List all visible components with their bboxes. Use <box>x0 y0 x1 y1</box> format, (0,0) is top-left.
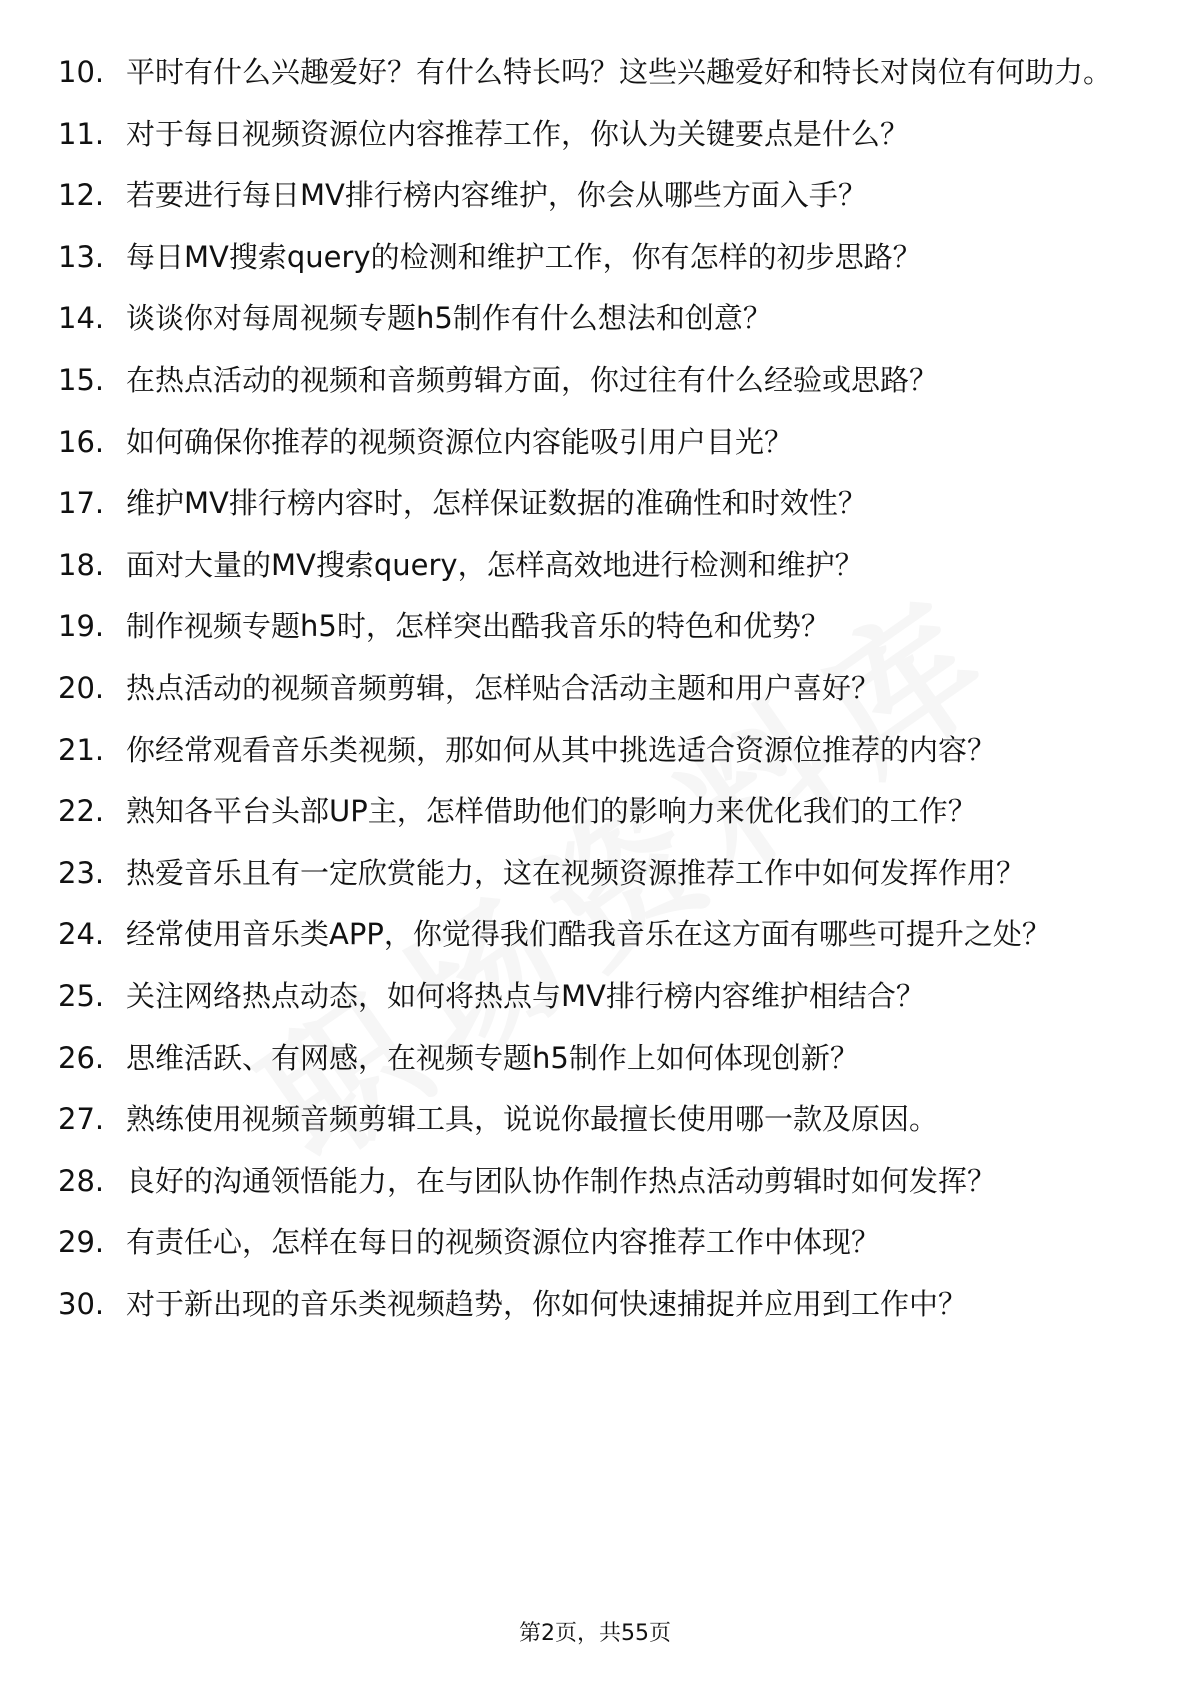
question-number: 10. <box>58 55 105 89</box>
question-item <box>58 1223 1118 1261</box>
question-number: 16. <box>58 424 105 459</box>
question-item <box>58 854 1118 892</box>
question-item <box>58 115 1118 153</box>
question-item <box>58 423 1118 461</box>
question-text: 良好的沟通领悟能力，在与团队协作制作热点活动剪辑时如何发挥？ <box>126 1163 997 1198</box>
question-item <box>58 53 1118 91</box>
question-item <box>58 607 1118 645</box>
question-item <box>58 299 1118 337</box>
question-text: 对于新出现的音乐类视频趋势，你如何快速捕捉并应用到工作中？ <box>126 1286 968 1321</box>
question-number: 17. <box>58 486 105 521</box>
question-text: 经常使用音乐类APP，你觉得我们酷我音乐在这方面有哪些可提升之处？ <box>126 917 1051 952</box>
question-text: 若要进行每日MV排行榜内容维护，你会从哪些方面入手？ <box>126 178 867 213</box>
question-number: 27. <box>58 1102 105 1137</box>
question-text: 对于每日视频资源位内容推荐工作，你认为关键要点是什么？ <box>126 116 910 151</box>
question-item <box>58 1039 1118 1077</box>
question-item <box>58 792 1118 830</box>
question-item <box>58 1285 1118 1323</box>
question-text: 热点活动的视频音频剪辑，怎样贴合活动主题和用户喜好？ <box>126 670 881 705</box>
question-text: 平时有什么兴趣爱好？有什么特长吗？这些兴趣爱好和特长对岗位有何助力。 <box>126 55 1113 89</box>
question-text: 热爱音乐且有一定欣赏能力，这在视频资源推荐工作中如何发挥作用？ <box>126 855 1026 890</box>
question-number: 11. <box>58 116 105 151</box>
question-text: 熟练使用视频音频剪辑工具，说说你最擅长使用哪一款及原因。 <box>126 1102 939 1137</box>
page-footer: 第2页，共55页 <box>519 1621 671 1646</box>
question-item <box>58 361 1118 399</box>
question-text: 制作视频专题h5时，怎样突出酷我音乐的特色和优势？ <box>126 609 830 644</box>
question-item <box>58 1100 1118 1138</box>
question-item <box>58 731 1118 769</box>
question-text: 每日MV搜索query的检测和维护工作，你有怎样的初步思路？ <box>126 239 922 274</box>
question-number: 25. <box>58 978 105 1013</box>
question-number: 24. <box>58 917 105 952</box>
question-text: 如何确保你推荐的视频资源位内容能吸引用户目光？ <box>126 424 794 459</box>
question-number: 22. <box>58 794 105 829</box>
question-number: 13. <box>58 239 105 274</box>
question-item <box>58 176 1118 214</box>
question-text: 关注网络热点动态，如何将热点与MV排行榜内容维护相结合？ <box>126 978 925 1013</box>
question-item <box>58 238 1118 276</box>
question-number: 29. <box>58 1225 105 1260</box>
question-number: 14. <box>58 301 105 336</box>
question-text: 在热点活动的视频和音频剪辑方面，你过往有什么经验或思路？ <box>126 362 939 397</box>
question-text: 有责任心，怎样在每日的视频资源位内容推荐工作中体现？ <box>126 1225 881 1260</box>
question-text: 维护MV排行榜内容时，怎样保证数据的准确性和时效性？ <box>126 486 867 521</box>
question-text: 谈谈你对每周视频专题h5制作有什么想法和创意？ <box>126 301 772 336</box>
question-item <box>58 977 1118 1015</box>
question-number: 23. <box>58 855 105 890</box>
question-number: 28. <box>58 1163 105 1198</box>
question-number: 19. <box>58 609 105 644</box>
question-text: 思维活跃、有网感，在视频专题h5制作上如何体现创新？ <box>126 1040 859 1075</box>
question-item <box>58 546 1118 584</box>
question-number: 26. <box>58 1040 105 1075</box>
question-item <box>58 1162 1118 1200</box>
question-item <box>58 669 1118 707</box>
question-number: 12. <box>58 178 105 213</box>
question-text: 面对大量的MV搜索query，怎样高效地进行检测和维护？ <box>126 547 864 582</box>
question-text: 熟知各平台头部UP主，怎样借助他们的影响力来优化我们的工作？ <box>126 794 977 829</box>
question-text: 你经常观看音乐类视频，那如何从其中挑选适合资源位推荐的内容？ <box>126 732 997 767</box>
question-number: 21. <box>58 732 105 767</box>
question-number: 20. <box>58 670 105 705</box>
question-item <box>58 915 1118 953</box>
question-list <box>58 53 1118 1346</box>
question-number: 30. <box>58 1286 105 1321</box>
question-number: 15. <box>58 362 105 397</box>
question-item <box>58 484 1118 522</box>
question-number: 18. <box>58 547 105 582</box>
